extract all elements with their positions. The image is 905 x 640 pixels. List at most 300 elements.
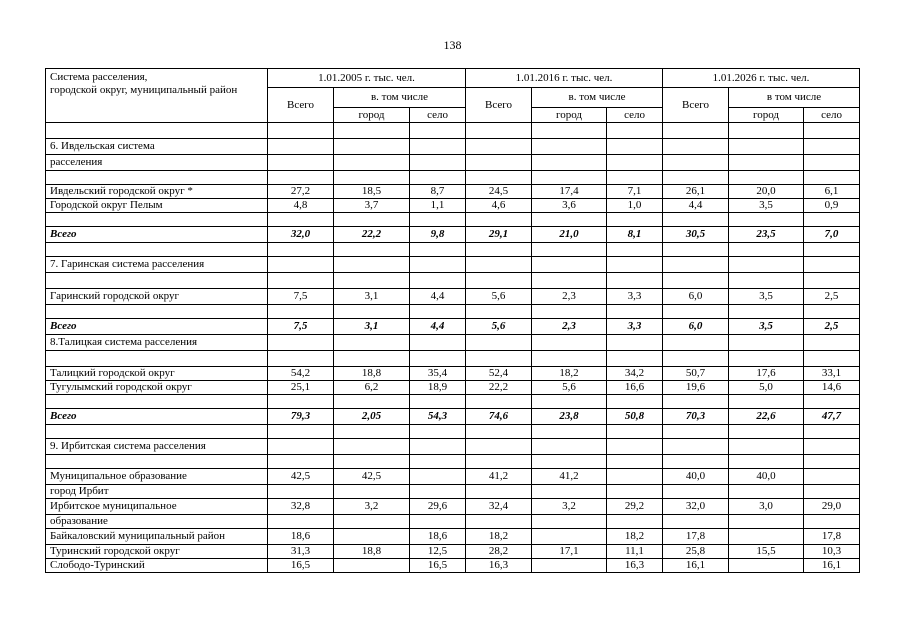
value-cell (268, 395, 334, 409)
value-cell: 15,5 (729, 545, 804, 559)
header-city: город (729, 108, 804, 123)
table-row (46, 395, 860, 409)
value-cell: 18,2 (466, 529, 532, 545)
value-cell: 18,8 (334, 367, 410, 381)
value-cell (729, 305, 804, 319)
value-cell (466, 155, 532, 171)
value-cell (410, 351, 466, 367)
value-cell (334, 559, 410, 573)
value-cell (268, 305, 334, 319)
total-row (46, 409, 860, 425)
value-cell (410, 515, 466, 529)
value-cell: 2,3 (532, 319, 607, 335)
value-cell (268, 439, 334, 455)
value-cell (410, 335, 466, 351)
table-row (46, 425, 860, 439)
value-cell: 1,0 (607, 199, 663, 213)
value-cell (663, 155, 729, 171)
value-cell: 18,8 (334, 545, 410, 559)
header-including: в том числе (729, 88, 860, 108)
value-cell (466, 213, 532, 227)
value-cell: 5,6 (532, 381, 607, 395)
value-cell: 18,6 (410, 529, 466, 545)
value-cell: 3,5 (729, 199, 804, 213)
value-cell: 9,8 (410, 227, 466, 243)
value-cell: 2,05 (334, 409, 410, 425)
value-cell: 29,1 (466, 227, 532, 243)
value-cell: 18,5 (334, 185, 410, 199)
value-cell (334, 455, 410, 469)
value-cell (410, 439, 466, 455)
section-title: 8.Талицкая система расселения (46, 335, 268, 351)
value-cell (466, 243, 532, 257)
value-cell (663, 171, 729, 185)
value-cell (334, 257, 410, 273)
value-cell: 7,0 (804, 227, 860, 243)
value-cell: 11,1 (607, 545, 663, 559)
settlement-population-table (45, 68, 860, 573)
value-cell: 16,6 (607, 381, 663, 395)
value-cell (607, 123, 663, 139)
value-cell (729, 351, 804, 367)
row-label (46, 455, 268, 469)
value-cell (334, 155, 410, 171)
header-including: в. том числе (532, 88, 663, 108)
table-row (46, 243, 860, 257)
header-period: 1.01.2005 г. тыс. чел. (268, 69, 466, 88)
value-cell: 4,4 (410, 289, 466, 305)
row-label (46, 171, 268, 185)
value-cell (607, 171, 663, 185)
table-row (46, 273, 860, 289)
value-cell (729, 257, 804, 273)
value-cell (663, 243, 729, 257)
value-cell: 3,5 (729, 319, 804, 335)
value-cell: 41,2 (532, 469, 607, 485)
value-cell (663, 395, 729, 409)
value-cell: 7,1 (607, 185, 663, 199)
row-label (46, 305, 268, 319)
value-cell: 40,0 (729, 469, 804, 485)
value-cell: 32,0 (268, 227, 334, 243)
value-cell (410, 213, 466, 227)
value-cell: 18,2 (607, 529, 663, 545)
row-label (46, 351, 268, 367)
value-cell (663, 213, 729, 227)
row-label (46, 425, 268, 439)
value-cell (663, 257, 729, 273)
header-total: Всего (268, 88, 334, 123)
value-cell (532, 425, 607, 439)
value-cell: 3,0 (729, 499, 804, 515)
value-cell: 3,2 (334, 499, 410, 515)
row-label (46, 243, 268, 257)
value-cell: 2,5 (804, 319, 860, 335)
value-cell: 16,5 (268, 559, 334, 573)
value-cell: 22,6 (729, 409, 804, 425)
value-cell (532, 529, 607, 545)
value-cell: 26,1 (663, 185, 729, 199)
value-cell (729, 425, 804, 439)
value-cell (607, 305, 663, 319)
table-row (46, 499, 860, 515)
value-cell (663, 455, 729, 469)
value-cell (729, 171, 804, 185)
table-row (46, 185, 860, 199)
row-label: Слободо-Туринский (46, 559, 268, 573)
value-cell (729, 243, 804, 257)
header-village: село (607, 108, 663, 123)
value-cell (532, 485, 607, 499)
value-cell: 3,7 (334, 199, 410, 213)
section-row (46, 335, 860, 351)
value-cell: 16,5 (410, 559, 466, 573)
value-cell: 42,5 (334, 469, 410, 485)
value-cell (607, 439, 663, 455)
value-cell (729, 139, 804, 155)
row-label: Ирбитское муниципальное (46, 499, 268, 515)
value-cell: 5,6 (466, 319, 532, 335)
value-cell: 7,5 (268, 289, 334, 305)
value-cell (466, 395, 532, 409)
value-cell (268, 243, 334, 257)
value-cell: 12,5 (410, 545, 466, 559)
value-cell (532, 257, 607, 273)
value-cell: 70,3 (663, 409, 729, 425)
value-cell (334, 273, 410, 289)
value-cell: 32,0 (663, 499, 729, 515)
value-cell (334, 335, 410, 351)
value-cell: 17,8 (804, 529, 860, 545)
value-cell: 54,3 (410, 409, 466, 425)
row-label: город Ирбит (46, 485, 268, 499)
value-cell (410, 155, 466, 171)
header-village: село (804, 108, 860, 123)
value-cell (729, 515, 804, 529)
value-cell (410, 485, 466, 499)
value-cell (607, 139, 663, 155)
value-cell (804, 171, 860, 185)
value-cell (729, 273, 804, 289)
value-cell (268, 273, 334, 289)
value-cell (268, 139, 334, 155)
value-cell: 6,0 (663, 289, 729, 305)
value-cell (663, 439, 729, 455)
table-row (46, 305, 860, 319)
value-cell (607, 243, 663, 257)
value-cell: 34,2 (607, 367, 663, 381)
table-body (46, 123, 860, 573)
value-cell: 35,4 (410, 367, 466, 381)
value-cell: 23,5 (729, 227, 804, 243)
value-cell: 3,5 (729, 289, 804, 305)
header-village: село (410, 108, 466, 123)
value-cell (729, 529, 804, 545)
value-cell: 5,0 (729, 381, 804, 395)
value-cell (607, 273, 663, 289)
value-cell: 16,1 (804, 559, 860, 573)
value-cell: 22,2 (334, 227, 410, 243)
value-cell: 5,6 (466, 289, 532, 305)
value-cell (804, 123, 860, 139)
value-cell: 54,2 (268, 367, 334, 381)
value-cell (804, 395, 860, 409)
table-row (46, 123, 860, 139)
value-cell (804, 213, 860, 227)
value-cell: 50,8 (607, 409, 663, 425)
value-cell (663, 351, 729, 367)
value-cell: 8,1 (607, 227, 663, 243)
section-title: 9. Ирбитская система расселения (46, 439, 268, 455)
value-cell: 1,1 (410, 199, 466, 213)
header-period: 1.01.2026 г. тыс. чел. (663, 69, 860, 88)
value-cell (607, 213, 663, 227)
value-cell: 2,3 (532, 289, 607, 305)
value-cell (334, 123, 410, 139)
value-cell (268, 123, 334, 139)
section-row (46, 155, 860, 171)
table-row (46, 529, 860, 545)
value-cell (334, 305, 410, 319)
value-cell (466, 139, 532, 155)
value-cell: 23,8 (532, 409, 607, 425)
value-cell (607, 469, 663, 485)
header-city: город (334, 108, 410, 123)
value-cell (729, 559, 804, 573)
table-row (46, 559, 860, 573)
value-cell (466, 171, 532, 185)
value-cell: 41,2 (466, 469, 532, 485)
value-cell (268, 351, 334, 367)
value-cell (268, 515, 334, 529)
value-cell (532, 351, 607, 367)
table-row (46, 213, 860, 227)
value-cell (729, 155, 804, 171)
value-cell: 17,6 (729, 367, 804, 381)
total-row (46, 319, 860, 335)
value-cell (532, 123, 607, 139)
row-label: Тугулымский городской округ (46, 381, 268, 395)
value-cell: 47,7 (804, 409, 860, 425)
table-row (46, 289, 860, 305)
row-label: Всего (46, 319, 268, 335)
value-cell (804, 155, 860, 171)
value-cell (410, 455, 466, 469)
value-cell (532, 395, 607, 409)
value-cell (466, 273, 532, 289)
value-cell (410, 257, 466, 273)
value-cell (607, 515, 663, 529)
section-row (46, 257, 860, 273)
value-cell (532, 305, 607, 319)
row-label: Байкаловский муниципальный район (46, 529, 268, 545)
value-cell (334, 439, 410, 455)
row-label: Всего (46, 409, 268, 425)
section-row (46, 439, 860, 455)
row-label: Всего (46, 227, 268, 243)
value-cell: 10,3 (804, 545, 860, 559)
value-cell: 8,7 (410, 185, 466, 199)
section-row (46, 139, 860, 155)
row-label: Городской округ Пелым (46, 199, 268, 213)
value-cell (410, 139, 466, 155)
value-cell (804, 439, 860, 455)
table-row (46, 351, 860, 367)
value-cell (532, 243, 607, 257)
value-cell: 52,4 (466, 367, 532, 381)
value-cell (804, 455, 860, 469)
value-cell: 28,2 (466, 545, 532, 559)
value-cell: 4,6 (466, 199, 532, 213)
value-cell (334, 171, 410, 185)
value-cell (334, 351, 410, 367)
row-label: Муниципальное образование (46, 469, 268, 485)
value-cell (607, 351, 663, 367)
value-cell (607, 395, 663, 409)
value-cell (607, 425, 663, 439)
value-cell: 4,4 (663, 199, 729, 213)
value-cell: 6,1 (804, 185, 860, 199)
table-row (46, 455, 860, 469)
header-period: 1.01.2016 г. тыс. чел. (466, 69, 663, 88)
value-cell: 3,1 (334, 289, 410, 305)
value-cell (607, 335, 663, 351)
header-first-column: Система расселения, городской округ, муниципальный район (46, 69, 268, 123)
value-cell: 4,4 (410, 319, 466, 335)
value-cell (268, 155, 334, 171)
header-including: в. том числе (334, 88, 466, 108)
table-row (46, 485, 860, 499)
value-cell: 3,3 (607, 319, 663, 335)
value-cell (663, 425, 729, 439)
section-title: 6. Ивдельская система (46, 139, 268, 155)
row-label (46, 273, 268, 289)
value-cell (334, 395, 410, 409)
header-total: Всего (466, 88, 532, 123)
value-cell (334, 515, 410, 529)
value-cell (663, 305, 729, 319)
value-cell (532, 171, 607, 185)
row-label: Ивдельский городской округ * (46, 185, 268, 199)
value-cell: 40,0 (663, 469, 729, 485)
value-cell (804, 425, 860, 439)
row-label (46, 123, 268, 139)
value-cell: 3,1 (334, 319, 410, 335)
value-cell (466, 335, 532, 351)
value-cell (334, 213, 410, 227)
value-cell: 19,6 (663, 381, 729, 395)
value-cell (410, 123, 466, 139)
value-cell (532, 559, 607, 573)
row-label (46, 395, 268, 409)
value-cell (804, 243, 860, 257)
value-cell: 6,2 (334, 381, 410, 395)
value-cell (466, 455, 532, 469)
value-cell: 3,6 (532, 199, 607, 213)
value-cell (804, 139, 860, 155)
value-cell (663, 123, 729, 139)
value-cell (607, 257, 663, 273)
value-cell (532, 213, 607, 227)
section-title: расселения (46, 155, 268, 171)
table-row (46, 367, 860, 381)
table-row (46, 545, 860, 559)
value-cell: 16,3 (607, 559, 663, 573)
value-cell (804, 273, 860, 289)
value-cell (532, 155, 607, 171)
value-cell: 27,2 (268, 185, 334, 199)
value-cell (334, 485, 410, 499)
value-cell (532, 273, 607, 289)
value-cell (334, 425, 410, 439)
value-cell (804, 351, 860, 367)
table-row (46, 381, 860, 395)
value-cell (466, 425, 532, 439)
value-cell: 18,9 (410, 381, 466, 395)
value-cell (466, 485, 532, 499)
section-title: 7. Гаринская система расселения (46, 257, 268, 273)
value-cell: 29,2 (607, 499, 663, 515)
value-cell (268, 485, 334, 499)
value-cell: 79,3 (268, 409, 334, 425)
value-cell: 7,5 (268, 319, 334, 335)
value-cell: 17,4 (532, 185, 607, 199)
value-cell (410, 243, 466, 257)
value-cell: 22,2 (466, 381, 532, 395)
value-cell (268, 455, 334, 469)
value-cell (804, 335, 860, 351)
value-cell (268, 335, 334, 351)
value-cell (268, 213, 334, 227)
value-cell: 25,1 (268, 381, 334, 395)
value-cell (410, 425, 466, 439)
value-cell (663, 273, 729, 289)
value-cell (804, 515, 860, 529)
value-cell: 16,3 (466, 559, 532, 573)
row-label: Гаринский городской округ (46, 289, 268, 305)
value-cell (804, 257, 860, 273)
value-cell (466, 515, 532, 529)
value-cell (466, 351, 532, 367)
value-cell (466, 257, 532, 273)
row-label (46, 213, 268, 227)
value-cell (268, 425, 334, 439)
value-cell (663, 515, 729, 529)
value-cell (410, 171, 466, 185)
value-cell: 4,8 (268, 199, 334, 213)
value-cell (729, 455, 804, 469)
value-cell (663, 485, 729, 499)
value-cell (729, 213, 804, 227)
value-cell: 3,3 (607, 289, 663, 305)
table-row (46, 469, 860, 485)
value-cell (334, 529, 410, 545)
value-cell: 32,8 (268, 499, 334, 515)
value-cell (804, 305, 860, 319)
value-cell (410, 273, 466, 289)
table-row (46, 171, 860, 185)
value-cell (532, 455, 607, 469)
value-cell (729, 123, 804, 139)
total-row (46, 227, 860, 243)
value-cell (804, 469, 860, 485)
value-cell (729, 485, 804, 499)
value-cell: 3,2 (532, 499, 607, 515)
value-cell: 18,2 (532, 367, 607, 381)
page-number: 138 (443, 38, 462, 52)
value-cell (410, 305, 466, 319)
value-cell (466, 439, 532, 455)
